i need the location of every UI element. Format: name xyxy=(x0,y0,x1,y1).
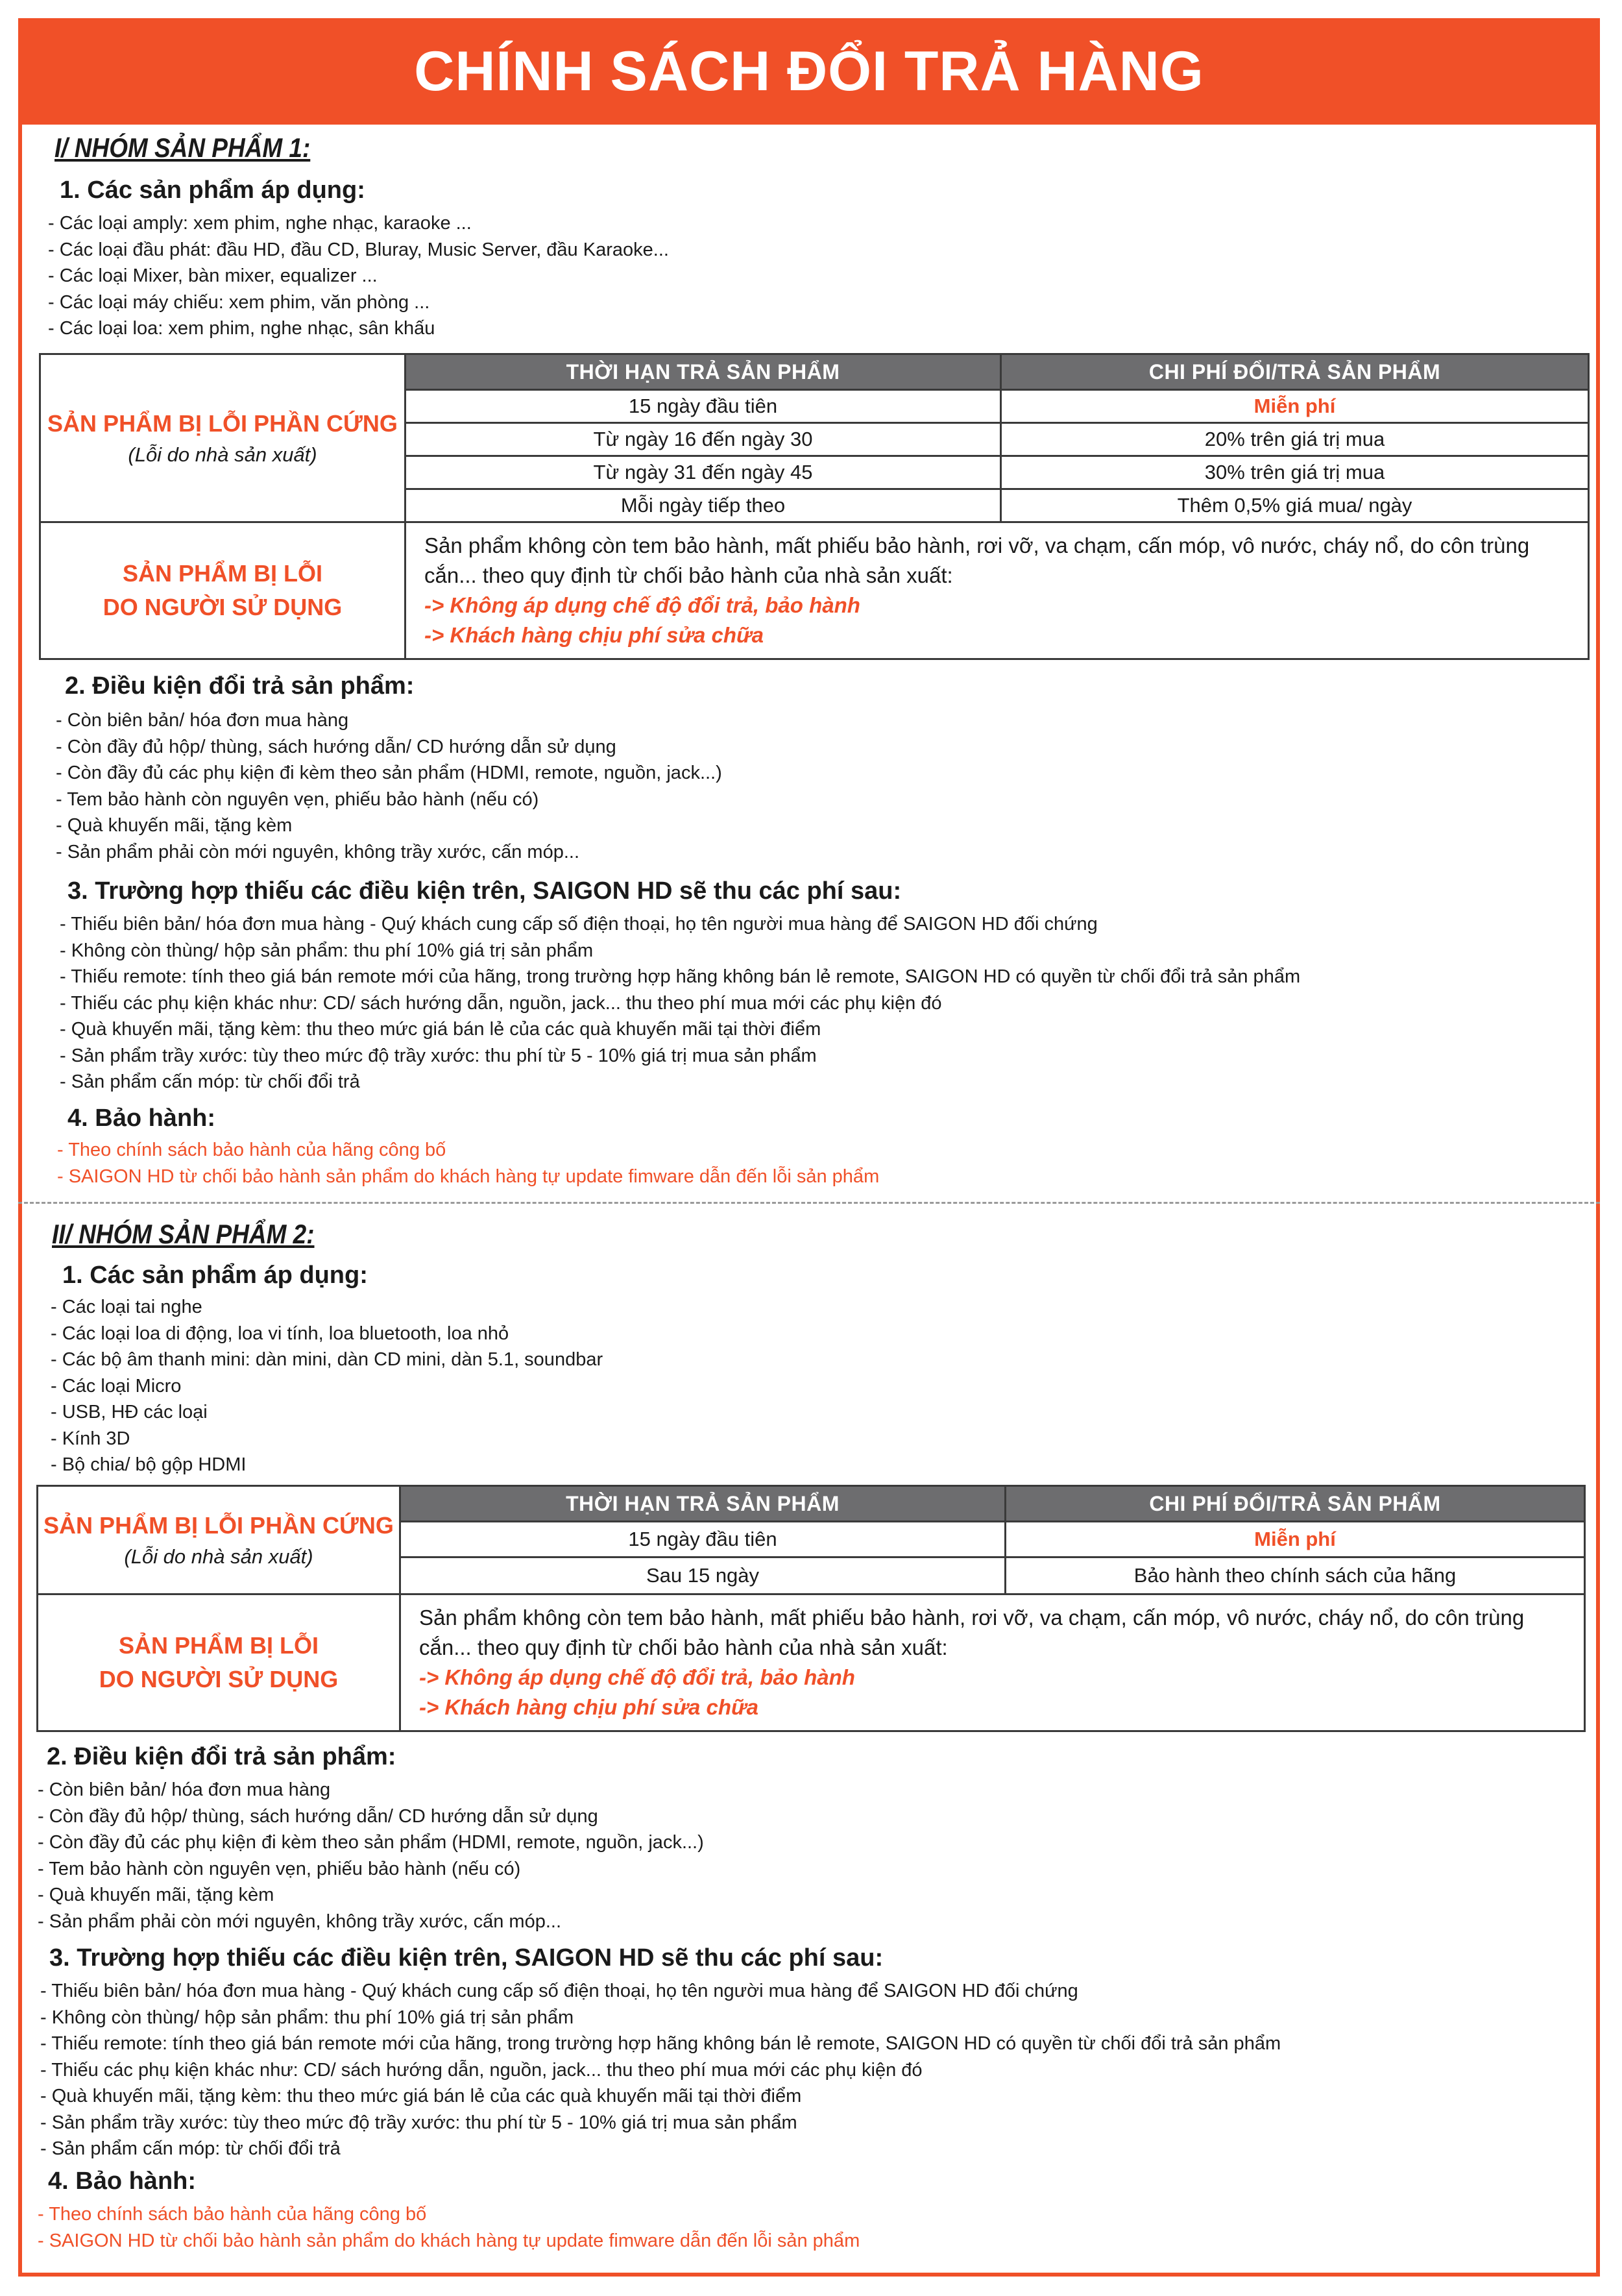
repair-fee-note: -> Khách hàng chịu phí sửa chữa xyxy=(424,623,764,647)
cost-cell: Miễn phí xyxy=(1006,1522,1585,1557)
list-item: - Không còn thùng/ hộp sản phẩm: thu phí 10% giá trị sản phẩm xyxy=(60,940,594,961)
group2-warranty-title: 4. Bảo hành: xyxy=(48,2168,197,2195)
list-item: - Quà khuyến mãi, tặng kèm: thu theo mức giá bán lẻ của các quà khuyến mãi tại thời điểm xyxy=(40,2086,802,2107)
list-item: - Theo chính sách bảo hành của hãng công bố xyxy=(38,2204,427,2225)
user-defect-cell xyxy=(38,1594,400,1731)
cost-header: CHI PHÍ ĐỔI/TRẢ SẢN PHẨM xyxy=(1006,1486,1585,1522)
list-item: - Thiếu remote: tính theo giá bán remote mới của hãng, trong trường hợp hãng không bán lẻ remote, SAIGON HD có quyền từ chối đổi trả sản phẩm xyxy=(60,966,1301,987)
list-item: - Thiếu remote: tính theo giá bán remote mới của hãng, trong trường hợp hãng không bán lẻ remote, SAIGON HD có quyền từ chối đổi trả sản phẩm xyxy=(40,2033,1281,2054)
list-item: - Thiếu biên bản/ hóa đơn mua hàng - Quý khách cung cấp số điện thoại, họ tên người mua hàng để SAIGON HD đối chứng xyxy=(60,914,1098,934)
list-item: - USB, HĐ các loại xyxy=(51,1402,208,1423)
cost-cell: 30% trên giá trị mua xyxy=(1001,456,1589,489)
list-item: - Còn đầy đủ hộp/ thùng, sách hướng dẫn/ CD hướng dẫn sử dụng xyxy=(38,1805,598,1827)
list-item: - Các loại amply: xem phim, nghe nhạc, karaoke ... xyxy=(48,213,472,234)
group1-products-list xyxy=(48,210,669,342)
list-item: - Các bộ âm thanh mini: dàn mini, dàn CD mini, dàn 5.1, soundbar xyxy=(51,1349,603,1370)
list-item: - Sản phẩm trầy xước: tùy theo mức độ trầy xước: thu phí từ 5 - 10% giá trị mua sản phẩm xyxy=(40,2112,797,2133)
group2-fees-list xyxy=(40,1978,1281,2162)
list-item: - Kính 3D xyxy=(51,1428,130,1449)
user-defect-label-1: SẢN PHẨM BỊ LỖI xyxy=(122,560,322,587)
list-item: - Tem bảo hành còn nguyên vẹn, phiếu bảo hành (nếu có) xyxy=(38,1858,521,1879)
group1-fees-list xyxy=(60,911,1300,1095)
list-item: - Quà khuyến mãi, tặng kèm: thu theo mức giá bán lẻ của các quà khuyến mãi tại thời điểm xyxy=(60,1019,821,1040)
page-title: CHÍNH SÁCH ĐỔI TRẢ HÀNG xyxy=(18,18,1600,125)
period-cell: 15 ngày đầu tiên xyxy=(406,390,1001,423)
list-item: - Các loại Mixer, bàn mixer, equalizer ... xyxy=(48,265,378,286)
user-defect-label-2: DO NGƯỜI SỬ DỤNG xyxy=(99,1666,339,1692)
period-cell: Sau 15 ngày xyxy=(400,1557,1006,1594)
table-row xyxy=(40,522,1589,659)
list-item: - Các loại máy chiếu: xem phim, văn phòng ... xyxy=(48,291,430,313)
list-item: - Còn đầy đủ các phụ kiện đi kèm theo sản phẩm (HDMI, remote, nguồn, jack...) xyxy=(38,1832,704,1853)
table-header-row xyxy=(40,354,1589,390)
period-cell: Từ ngày 16 đến ngày 30 xyxy=(406,423,1001,456)
no-return-note: -> Không áp dụng chế độ đổi trả, bảo hành xyxy=(419,1665,855,1689)
list-item: - Thiếu các phụ kiện khác như: CD/ sách hướng dẫn, nguồn, jack... thu theo phí mua mới các phụ kiện đó xyxy=(40,2059,923,2081)
list-item: - Sản phẩm trầy xước: tùy theo mức độ trầy xước: thu phí từ 5 - 10% giá trị mua sản phẩm xyxy=(60,1045,817,1066)
period-header: THỜI HẠN TRẢ SẢN PHẨM xyxy=(400,1486,1006,1522)
list-item: - Các loại loa di động, loa vi tính, loa bluetooth, loa nhỏ xyxy=(51,1323,509,1344)
cost-header: CHI PHÍ ĐỔI/TRẢ SẢN PHẨM xyxy=(1001,354,1589,390)
list-item: - Tem bảo hành còn nguyên vẹn, phiếu bảo hành (nếu có) xyxy=(56,788,539,810)
list-item: - Không còn thùng/ hộp sản phẩm: thu phí 10% giá trị sản phẩm xyxy=(40,2007,574,2028)
repair-fee-note: -> Khách hàng chịu phí sửa chữa xyxy=(419,1695,758,1719)
hardware-defect-cell xyxy=(40,354,406,522)
list-item: - Theo chính sách bảo hành của hãng công bố xyxy=(57,1140,446,1160)
cost-cell: Thêm 0,5% giá mua/ ngày xyxy=(1001,489,1589,522)
list-item: - Quà khuyến mãi, tặng kèm xyxy=(38,1885,274,1905)
period-cell: Mỗi ngày tiếp theo xyxy=(406,489,1001,522)
group2-products-list xyxy=(51,1294,603,1478)
list-item: - Các loại Micro xyxy=(51,1375,182,1397)
group1-products-title: 1. Các sản phẩm áp dụng: xyxy=(60,177,365,204)
cost-cell: Bảo hành theo chính sách của hãng xyxy=(1006,1557,1585,1594)
list-item: - Sản phẩm phải còn mới nguyên, không trầy xước, cấn móp... xyxy=(56,841,580,862)
list-item: - Các loại đầu phát: đầu HD, đầu CD, Bluray, Music Server, đầu Karaoke... xyxy=(48,239,669,260)
list-item: - Sản phẩm cấn móp: từ chối đổi trả xyxy=(60,1071,360,1092)
list-item: - Còn đầy đủ các phụ kiện đi kèm theo sản phẩm (HDMI, remote, nguồn, jack...) xyxy=(56,763,722,783)
group2-conditions-list xyxy=(38,1777,704,1935)
list-item: - Còn biên bản/ hóa đơn mua hàng xyxy=(56,710,349,731)
group2-policy-table xyxy=(36,1485,1586,1732)
list-item: - Sản phẩm cấn móp: từ chối đổi trả xyxy=(40,2138,341,2159)
hardware-defect-sub: (Lỗi do nhà sản xuất) xyxy=(128,443,317,466)
list-item: - Còn đầy đủ hộp/ thùng, sách hướng dẫn/ CD hướng dẫn sử dụng xyxy=(56,736,616,757)
list-item: - Bộ chia/ bộ gộp HDMI xyxy=(51,1454,247,1475)
list-item: - Thiếu biên bản/ hóa đơn mua hàng - Quý khách cung cấp số điện thoại, họ tên người mua hàng để SAIGON HD đối chứng xyxy=(40,1981,1078,2001)
list-item: - Còn biên bản/ hóa đơn mua hàng xyxy=(38,1779,331,1800)
list-item: - Các loại loa: xem phim, nghe nhạc, sân khấu xyxy=(48,318,435,339)
no-return-note: -> Không áp dụng chế độ đổi trả, bảo hành xyxy=(424,593,860,617)
group1-warranty-title: 4. Bảo hành: xyxy=(67,1105,216,1132)
group1-heading: I/ NHÓM SẢN PHẨM 1: xyxy=(54,132,311,163)
group1-fees-title: 3. Trường hợp thiếu các điều kiện trên, SAIGON HD sẽ thu các phí sau: xyxy=(67,877,902,905)
user-defect-text: Sản phẩm không còn tem bảo hành, mất phiếu bảo hành, rơi vỡ, va chạm, cấn móp, vô nước, cháy nổ, do côn trùng cắn... theo quy định từ chối bảo hành của nhà sản xuất: xyxy=(424,533,1530,587)
user-defect-label-2: DO NGƯỜI SỬ DỤNG xyxy=(103,594,343,620)
cost-cell: Miễn phí xyxy=(1001,390,1589,423)
section-divider xyxy=(18,1202,1600,1204)
period-cell: 15 ngày đầu tiên xyxy=(400,1522,1006,1557)
user-defect-cell xyxy=(40,522,406,659)
user-defect-text: Sản phẩm không còn tem bảo hành, mất phiếu bảo hành, rơi vỡ, va chạm, cấn móp, vô nước, cháy nổ, do côn trùng cắn... theo quy định từ chối bảo hành của nhà sản xuất: xyxy=(419,1606,1525,1659)
list-item: - Thiếu các phụ kiện khác như: CD/ sách hướng dẫn, nguồn, jack... thu theo phí mua mới các phụ kiện đó xyxy=(60,992,942,1014)
hardware-defect-label: SẢN PHẨM BỊ LỖI PHẦN CỨNG xyxy=(43,1512,394,1539)
group2-heading: II/ NHÓM SẢN PHẨM 2: xyxy=(52,1219,315,1249)
group2-warranty-list xyxy=(38,2201,860,2254)
group2-conditions-title: 2. Điều kiện đổi trả sản phẩm: xyxy=(47,1743,396,1770)
group1-conditions-title: 2. Điều kiện đổi trả sản phẩm: xyxy=(65,672,415,700)
cost-cell: 20% trên giá trị mua xyxy=(1001,423,1589,456)
table-header-row xyxy=(38,1486,1585,1522)
hardware-defect-sub: (Lỗi do nhà sản xuất) xyxy=(124,1545,313,1568)
hardware-defect-cell xyxy=(38,1486,400,1594)
user-defect-description xyxy=(400,1594,1585,1731)
period-cell: Từ ngày 31 đến ngày 45 xyxy=(406,456,1001,489)
table-row xyxy=(38,1594,1585,1731)
group1-conditions-list xyxy=(56,707,722,865)
group2-fees-title: 3. Trường hợp thiếu các điều kiện trên, SAIGON HD sẽ thu các phí sau: xyxy=(49,1944,884,1972)
list-item: - Các loại tai nghe xyxy=(51,1297,202,1317)
list-item: - SAIGON HD từ chối bảo hành sản phẩm do khách hàng tự update fimware dẫn đến lỗi sản phẩm xyxy=(57,1166,880,1187)
user-defect-description xyxy=(406,522,1589,659)
list-item: - Sản phẩm phải còn mới nguyên, không trầy xước, cấn móp... xyxy=(38,1911,562,1932)
hardware-defect-label: SẢN PHẨM BỊ LỖI PHẦN CỨNG xyxy=(47,410,398,437)
group2-products-title: 1. Các sản phẩm áp dụng: xyxy=(62,1262,368,1289)
list-item: - SAIGON HD từ chối bảo hành sản phẩm do khách hàng tự update fimware dẫn đến lỗi sản phẩm xyxy=(38,2230,860,2251)
period-header: THỜI HẠN TRẢ SẢN PHẨM xyxy=(406,354,1001,390)
group1-policy-table xyxy=(39,353,1590,660)
list-item: - Quà khuyến mãi, tặng kèm xyxy=(56,815,293,836)
user-defect-label-1: SẢN PHẨM BỊ LỖI xyxy=(118,1632,319,1659)
group1-warranty-list xyxy=(57,1137,879,1190)
